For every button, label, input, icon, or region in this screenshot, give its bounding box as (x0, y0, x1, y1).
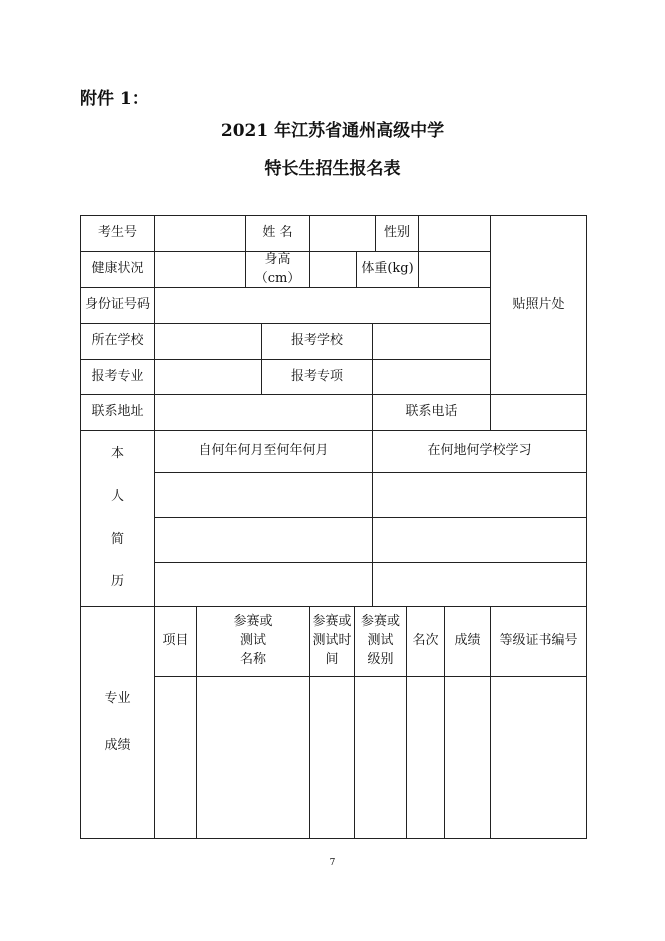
label-exam-no: 考生号 (80, 215, 155, 252)
header-comp-level-line: 参赛或 (360, 614, 400, 630)
label-resume-char: 人 (110, 488, 124, 504)
label-resume-char: 本 (110, 445, 124, 461)
field-school[interactable] (154, 323, 262, 360)
page-number: 7 (329, 858, 336, 868)
label-gender: 性别 (375, 215, 419, 252)
field-resume-period-3[interactable] (154, 562, 373, 607)
header-comp-name (196, 606, 310, 677)
field-item[interactable] (154, 676, 197, 839)
label-achievements (80, 606, 155, 839)
label-apply-item: 报考专项 (261, 359, 373, 395)
field-resume-place-2[interactable] (372, 517, 587, 563)
header-score: 成绩 (444, 606, 491, 677)
field-apply-school[interactable] (372, 323, 491, 360)
label-achievements-line2: 成绩 (104, 737, 131, 753)
label-achievements-line1: 专业 (104, 690, 131, 706)
label-health: 健康状况 (80, 251, 155, 288)
photo-area[interactable]: 贴照片处 (490, 215, 587, 395)
header-place: 在何地何学校学习 (372, 430, 587, 473)
attachment-label: 附件 1： (80, 89, 149, 109)
field-id-no[interactable] (154, 287, 491, 324)
header-comp-time-line: 间 (325, 651, 339, 667)
field-height[interactable] (309, 251, 357, 288)
header-item: 项目 (154, 606, 197, 677)
form-title-line1: 2021 年江苏省通州高级中学 (220, 121, 445, 141)
form-title-line2: 特长生招生报名表 (264, 159, 401, 179)
field-rank[interactable] (406, 676, 445, 839)
field-resume-period-2[interactable] (154, 517, 373, 563)
field-apply-major[interactable] (154, 359, 262, 395)
header-period: 自何年何月至何年何月 (154, 430, 373, 473)
field-apply-item[interactable] (372, 359, 491, 395)
label-resume-char: 历 (110, 574, 124, 590)
header-rank: 名次 (406, 606, 445, 677)
field-gender[interactable] (418, 215, 491, 252)
header-comp-name-line: 参赛或 (233, 614, 273, 630)
header-comp-time-line: 测试时 (312, 633, 352, 649)
field-comp-time[interactable] (309, 676, 355, 839)
field-exam-no[interactable] (154, 215, 246, 252)
header-comp-level-line: 测试 (367, 633, 394, 649)
field-score[interactable] (444, 676, 491, 839)
field-cert-no[interactable] (490, 676, 587, 839)
field-weight[interactable] (418, 251, 491, 288)
field-comp-name[interactable] (196, 676, 310, 839)
field-resume-period-1[interactable] (154, 472, 373, 518)
field-address[interactable] (154, 394, 373, 431)
label-apply-school: 报考学校 (261, 323, 373, 360)
label-apply-major: 报考专业 (80, 359, 155, 395)
label-resume-char: 简 (110, 531, 124, 547)
header-comp-time-line: 参赛或 (312, 614, 352, 630)
label-resume (80, 430, 155, 607)
label-school: 所在学校 (80, 323, 155, 360)
field-resume-place-1[interactable] (372, 472, 587, 518)
header-cert-no: 等级证书编号 (490, 606, 587, 677)
header-comp-level-line: 级别 (367, 651, 394, 667)
label-weight: 体重(kg) (356, 251, 419, 288)
field-comp-level[interactable] (354, 676, 407, 839)
header-comp-name-line: 测试 (239, 633, 266, 649)
header-comp-level (354, 606, 407, 677)
field-health[interactable] (154, 251, 246, 288)
field-resume-place-3[interactable] (372, 562, 587, 607)
header-comp-name-line: 名称 (239, 651, 266, 667)
field-phone[interactable] (490, 394, 587, 431)
field-name[interactable] (309, 215, 376, 252)
label-phone: 联系电话 (372, 394, 491, 431)
label-height: 身高（cm） (245, 251, 310, 288)
header-comp-time (309, 606, 355, 677)
label-id-no: 身份证号码 (80, 287, 155, 324)
label-address: 联系地址 (80, 394, 155, 431)
label-name: 姓 名 (245, 215, 310, 252)
